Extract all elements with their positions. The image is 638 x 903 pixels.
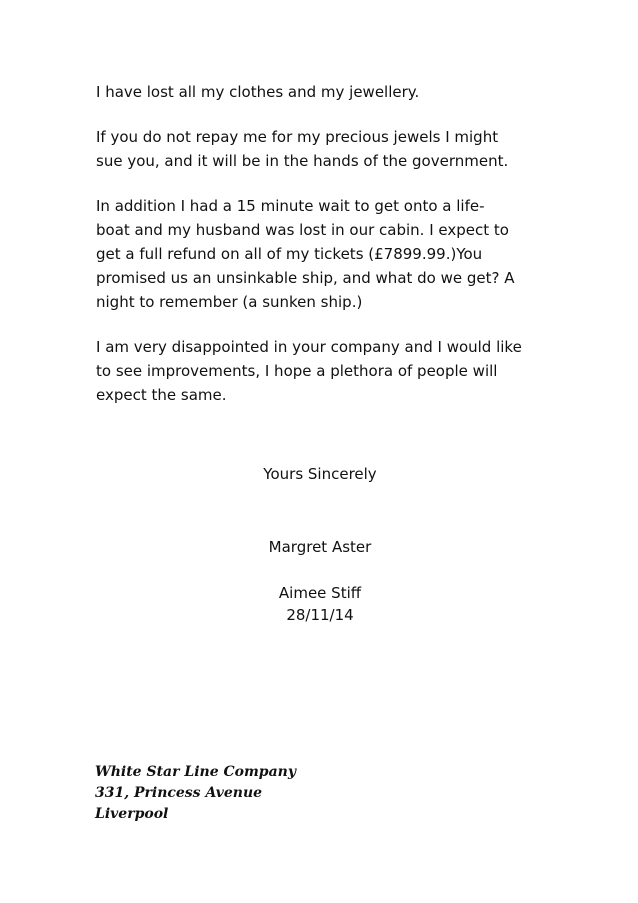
paragraph-2 [96, 125, 546, 173]
text-line: In addition I had a 15 minute wait to get onto a life- [96, 197, 485, 215]
paragraph-3 [96, 194, 546, 314]
recipient-address [95, 762, 296, 825]
text-line: get a full refund on all of my tickets (£7899.99.)You [96, 245, 483, 263]
closing-salutation: Yours Sincerely [263, 465, 377, 483]
text-line: I have lost all my clothes and my jewellery. [96, 83, 420, 101]
signature-name: Margret Aster [268, 538, 372, 556]
text-line: expect the same. [96, 386, 227, 404]
address-line-street: 331, Princess Avenue [95, 785, 263, 801]
address-line-company: White Star Line Company [95, 764, 296, 780]
text-line: to see improvements, I hope a plethora of people will [96, 362, 498, 380]
paragraph-4 [96, 335, 546, 407]
text-line: If you do not repay me for my precious jewels I might [96, 128, 499, 146]
letter-date: 28/11/14 [286, 606, 354, 624]
author-name: Aimee Stiff [278, 584, 362, 602]
text-line: promised us an unsinkable ship, and what do we get? A [96, 269, 515, 287]
text-line: night to remember (a sunken ship.) [96, 293, 363, 311]
letter-body [96, 80, 546, 428]
text-line: I am very disappointed in your company and I would like [96, 338, 522, 356]
text-line: sue you, and it will be in the hands of the government. [96, 152, 509, 170]
address-line-city: Liverpool [95, 806, 169, 822]
paragraph-1 [96, 80, 546, 104]
text-line: boat and my husband was lost in our cabin. I expect to [96, 221, 509, 239]
